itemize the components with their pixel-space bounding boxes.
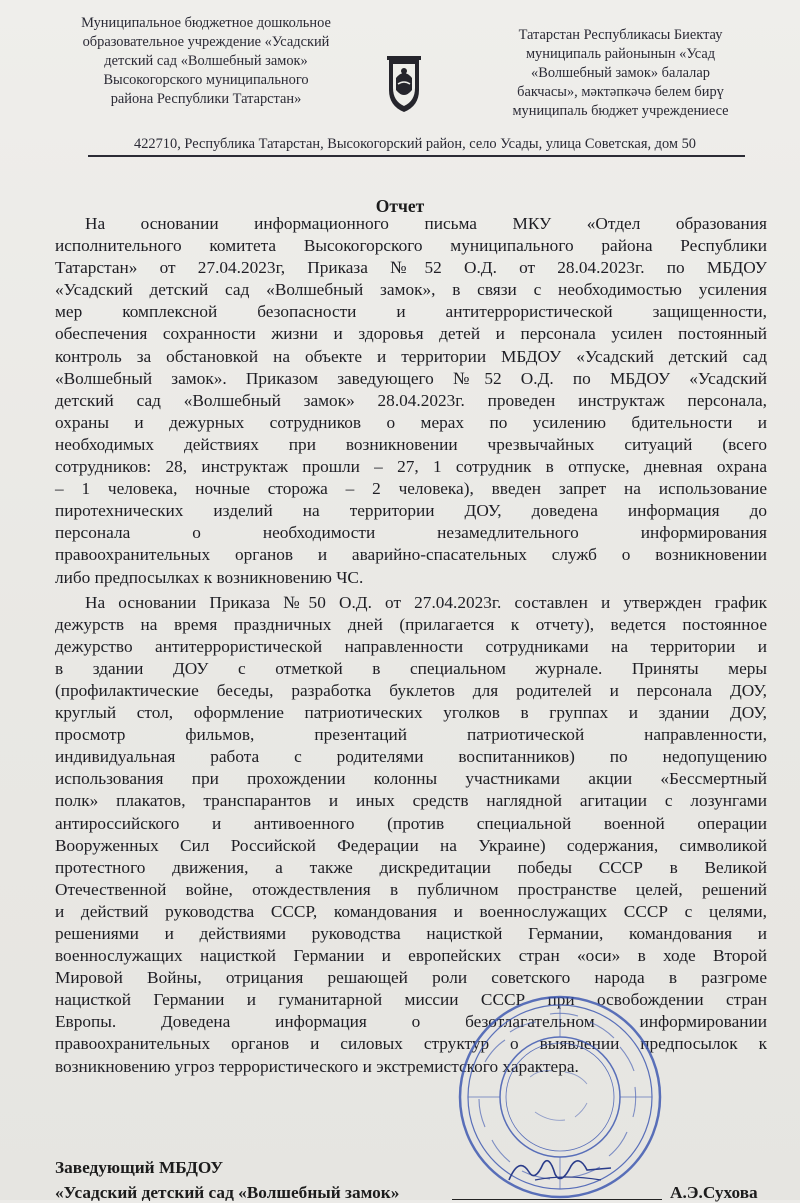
paragraph-2 bbox=[55, 592, 767, 1078]
text-line: охраны и дежурных сотрудников о мерах по усилению бдительности и bbox=[55, 412, 767, 432]
header-right-line: муниципаль бюджет учреждениесе bbox=[512, 103, 729, 119]
text-line: правоохранительных органов и силовых структур о выявлении предпосылок к bbox=[55, 1034, 767, 1054]
text-line: Европы. Доведена информация о безотлагательном информировании bbox=[55, 1012, 767, 1032]
text-line: (профилактические беседы, разработка буклетов для родителей и персонала ДОУ, bbox=[55, 680, 767, 700]
text-line: протестного движения, а также дискредитации победы СССР в Великой bbox=[55, 857, 767, 877]
text-line: военнослужащих нацисткой Германии и европейских стран «оси» в ходе Второй bbox=[55, 946, 767, 966]
header-left-line: детский сад «Волшебный замок» bbox=[104, 53, 308, 69]
text-line: круглый стол, оформление патриотических уголков в группах и здании ДОУ, bbox=[55, 703, 767, 723]
text-line: решениями и действиями руководства нацисткой Германии, командования и bbox=[55, 924, 767, 943]
paragraph-1 bbox=[55, 213, 767, 589]
text-line: полк» плакатов, транспарантов и иных средств наглядной агитации с лозунгами bbox=[55, 791, 767, 811]
coat-of-arms-icon bbox=[381, 54, 427, 116]
header-left-block bbox=[60, 14, 352, 109]
text-line: либо предпосылках к возникновению ЧС. bbox=[55, 567, 364, 587]
text-line: контроль за обстановкой на объекте и территории МБДОУ «Усадский детский сад bbox=[55, 346, 767, 366]
text-line: Отечественной войне, отождествления в публичном пространстве целей, решений bbox=[55, 879, 767, 899]
text-line: в здании ДОУ с отметкой в специальном журнале. Приняты меры bbox=[55, 658, 767, 678]
text-line: персонала о необходимости незамедлительного информирования bbox=[55, 523, 767, 543]
text-line: пиротехнических изделий на территории ДОУ, доведена информация до bbox=[55, 501, 767, 521]
text-line: исполнительного комитета Высокогорского муниципального района Республики bbox=[55, 236, 767, 256]
signature-organization: «Усадский детский сад «Волшебный замок» bbox=[55, 1183, 400, 1202]
header-right-line: Татарстан Республикасы Биектау bbox=[518, 27, 723, 43]
text-line: возникновению угроз террористического и экстремистского характера. bbox=[55, 1056, 579, 1076]
text-line: мер комплексной безопасности и антитеррористической защищенности, bbox=[55, 302, 767, 322]
header-right-block bbox=[498, 26, 743, 121]
signature-position: Заведующий МБДОУ bbox=[55, 1158, 224, 1177]
text-line: Вооруженных Сил Российской Федерации на Украине) содержания, символикой bbox=[55, 835, 767, 855]
text-line: Мировой Войны, отрицания решающей роли советского народа в разгроме bbox=[55, 968, 767, 988]
text-line: сотрудников: 28, инструктаж прошли – 27, 1 сотрудник в отпуске, дневная охрана bbox=[55, 457, 767, 477]
text-line: На основании информационного письма МКУ «Отдел образования bbox=[85, 214, 767, 233]
text-line: На основании Приказа №50 О.Д. от 27.04.2023г. составлен и утвержден график bbox=[85, 592, 767, 612]
document-body bbox=[55, 213, 767, 1078]
text-line: правоохранительных органов и аварийно-спасательных служб о возникновении bbox=[55, 545, 767, 565]
header-right-line: муниципаль районынын «Усад bbox=[525, 46, 716, 62]
text-line: – 1 человека, ночные сторожа – 2 человека), введен запрет на использование bbox=[55, 479, 767, 499]
handwritten-signature-icon bbox=[505, 1150, 615, 1190]
text-line: просмотр фильмов, презентаций патриотической направленности, bbox=[55, 725, 767, 745]
text-line: «Волшебный замок». Приказом заведующего №52 О.Д. по МБДОУ «Усадский bbox=[55, 368, 767, 388]
text-line: индивидуальная работа с родителями воспитанников) по недопущению bbox=[55, 747, 767, 767]
text-line: нацисткой Германии и гуманитарной миссии СССР при освобождении стран bbox=[55, 990, 767, 1010]
text-line: детский сад «Волшебный замок» 28.04.2023г. проведен инструктаж персонала, bbox=[55, 390, 767, 410]
text-line: Татарстан» от 27.04.2023г, Приказа №52 О.Д. от 28.04.2023г. по МБДОУ bbox=[55, 258, 767, 278]
document-title: Отчет bbox=[375, 196, 425, 216]
text-line: использования при прохождении колонны участниками акции «Бессмертный bbox=[55, 769, 767, 789]
text-line: обеспечения сохранности жизни и здоровья детей и персонала усилен постоянный bbox=[55, 324, 767, 344]
header-left-line: Высокогорского муниципального bbox=[103, 72, 309, 88]
header-left-line: Муниципальное бюджетное дошкольное bbox=[81, 15, 331, 31]
header-address: 422710, Республика Татарстан, Высокогорский район, село Усады, улица Советская, дом 50 bbox=[134, 136, 696, 152]
text-line: дежурств на время праздничных дней (прилагается к отчету), ведется постоянное bbox=[55, 614, 767, 634]
text-line: антироссийского и антивоенного (против специальной военной операции bbox=[55, 813, 767, 833]
header-right-line: бакчасы», мәктәпкәчә белем бирү bbox=[517, 84, 724, 100]
header-right-line: «Волшебный замок» балалар bbox=[531, 65, 710, 81]
text-line: дежурство антитеррористической направленности сотрудниками на территории и bbox=[55, 636, 767, 656]
text-line: необходимых действиях при возникновении чрезвычайных ситуаций (всего bbox=[55, 434, 767, 454]
header-left-line: образовательное учреждение «Усадский bbox=[82, 34, 330, 50]
signature-name: А.Э.Сухова bbox=[670, 1183, 758, 1202]
header-left-line: района Республики Татарстан» bbox=[110, 91, 302, 107]
text-line: и действий руководства СССР, командования и военнослужащих СССР с целями, bbox=[55, 901, 767, 921]
text-line: «Усадский детский сад «Волшебный замок», в связи с необходимостью усиления bbox=[55, 280, 767, 300]
header-divider bbox=[88, 155, 745, 157]
